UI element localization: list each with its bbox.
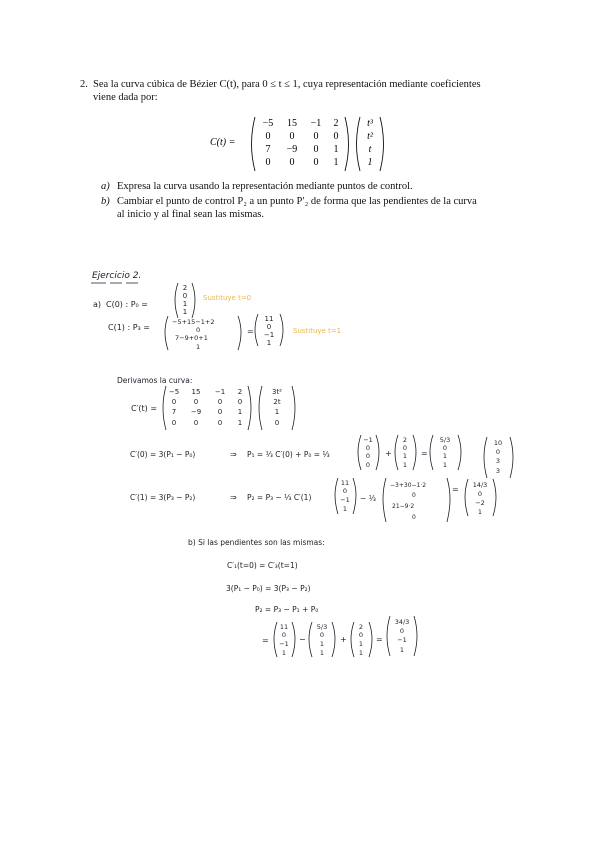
paren [335,478,338,514]
p1-vector-b [403,436,407,469]
matrix-cell: −1 [214,388,226,396]
paren [465,479,468,516]
equals-sign: = [247,327,254,336]
vector-cell: −1 [279,640,289,648]
matrix-cell: −5 [168,388,180,396]
vector-cell: 1 [196,343,201,351]
vector-cell: 11 [340,479,350,487]
paren [358,435,361,470]
equals-sign: = [421,449,428,458]
vector-cell: 0 [365,461,371,469]
minus-sign: − [299,635,306,644]
matrix-cell: 0 [289,131,295,142]
matrix-cell: 15 [191,388,201,396]
vector-cell: 10 [493,439,503,447]
matrix-cell: 2 [333,118,339,129]
vector-cell: 1 [402,452,408,460]
matrix-cell: 7 [171,408,177,416]
solution-heading: Ejercicio 2. [92,271,142,281]
vector-cell: −1 [363,436,373,444]
vector-cell: 0 [274,419,280,427]
vector-cell: 1 [477,508,483,516]
vector-cell: 5/3 [439,436,451,444]
matrix-cell: −1 [310,118,322,129]
paren [238,316,241,350]
part-b-equation-1: C′₁(t=0) = C′₃(t=1) [227,561,298,570]
derivative-vector [272,388,282,427]
matrix-cell: −5 [262,118,274,129]
plus-sign: + [385,449,392,458]
paren [369,622,372,657]
vector-cell: 0 [442,444,448,452]
vector-cell: 0 [358,631,364,639]
paren [248,386,251,430]
vector-cell: 1 [274,408,280,416]
vector-cell: 3 [495,457,501,465]
vector-cell: 0 [196,326,201,334]
paren [458,435,461,470]
vector-cell: 1 [358,649,364,657]
paren [376,435,379,470]
matrix-cell: 0 [333,131,339,142]
b-vector-p0 [359,623,363,657]
matrix-cell: 0 [217,419,223,427]
paren [163,386,166,430]
p1-equation-right: P₁ = ⅓ C′(0) + P₀ = ⅓ [247,450,330,459]
paren [259,386,262,430]
c0-expression: C(0) : P₀ = [106,300,148,309]
vector-cell: 1 [342,505,348,513]
item-b-text-line1: Cambiar el punto de control P₂ a un punto P′₂ de forma que las pendientes de la curva [117,196,477,207]
paren [292,622,295,657]
item-a-text: Expresa la curva usando la representación mediante puntos de control. [117,181,413,192]
vector-cell: 14/3 [472,481,488,489]
paren [351,622,354,657]
b-vector-p3 [279,623,289,657]
implies-arrow: ⇒ [230,450,237,459]
matrix-cell: −9 [190,408,202,416]
vector-cell: 0 [342,487,348,495]
matrix-cell: 0 [237,398,243,406]
c1-sum-vector [172,318,214,351]
paren [447,478,450,522]
matrix-cell: 7 [265,144,271,155]
vector-cell: t [368,144,372,155]
p1-vector-a [363,436,373,469]
vector-cell: 5/3 [316,623,328,631]
problem-intro-line2: viene dada por: [93,92,158,103]
vector-cell: −3+30−1·2 [390,482,427,489]
vector-cell: −1 [263,331,275,339]
vector-cell: 0 [182,292,188,300]
plus-sign: + [340,635,347,644]
vector-cell: 1 [266,339,272,347]
vector-cell: 2t [273,398,281,406]
matrix-cell: 0 [217,398,223,406]
paren [430,435,433,470]
paren [395,435,398,470]
matrix-cell: 0 [193,398,199,406]
derive-heading: Derivamos la curva: [117,376,193,385]
paren [510,437,513,478]
matrix-cell: 0 [171,398,177,406]
p2-vector-a [340,479,350,513]
matrix-cell: 0 [265,157,271,168]
vector-cell: 0 [281,631,287,639]
matrix-cell: 0 [265,131,271,142]
vector-cell: 11 [264,315,274,323]
vector-cell: 0 [477,490,483,498]
p1-vector-result [440,436,450,469]
p1-equation-left: C′(0) = 3(P₁ − P₀) [130,450,196,459]
matrix-cell: 1 [237,419,243,427]
vector-cell: −1 [340,496,350,504]
equals-sign: = [262,636,269,645]
vector-cell: 34/3 [394,618,410,626]
vector-cell: 1 [402,461,408,469]
vector-cell: 1 [367,157,373,168]
matrix-cell: 0 [313,144,319,155]
vector-cell: 1 [442,461,448,469]
part-b-heading: b) Si las pendientes son las mismas: [188,538,325,547]
vector-cell: 21−9·2 [392,503,415,510]
vector-cell: 0 [495,448,501,456]
matrix-cell: 0 [193,419,199,427]
paren [383,478,386,522]
matrix-cell: 1 [333,157,339,168]
vector-cell: 3 [495,467,501,475]
c1-expression: C(1) : P₃ = [108,323,150,332]
matrix-cell: 1 [333,144,339,155]
vector-cell: 1 [319,649,325,657]
p2-vector-b [390,482,426,521]
p3-vector [264,315,274,347]
vector-cell: 1 [319,640,325,648]
equation-lhs: C(t) = [210,137,236,148]
equals-sign: = [452,485,459,494]
derivative-matrix [169,388,242,427]
p2-equation-right: P₂ = P₃ − ⅓ C′(1) [247,493,312,502]
vector-cell: 0 [412,514,416,521]
vector-cell: 1 [182,300,188,308]
matrix-cell: 0 [171,419,177,427]
paren [175,283,178,318]
equals-sign: = [376,635,383,644]
matrix-cell: 0 [313,157,319,168]
vector-cell: 1 [358,640,364,648]
vector-cell: −1 [397,636,407,644]
matrix-cell: 0 [217,408,223,416]
paren [413,435,416,470]
item-a-label: a) [101,181,110,192]
b-vector-result [395,618,410,654]
matrix-cell: 0 [313,131,319,142]
item-b-text-line2: al inicio y al final sean las mismas. [117,209,264,220]
part-b-equation-3: P₂ = P₃ − P₁ + P₀ [255,605,319,614]
b-vector-p1 [317,623,327,657]
vector-cell: 1 [182,308,188,316]
matrix-cell: 0 [289,157,295,168]
item-b-label: b) [101,196,110,207]
note-sustituye-t1: Sustituye t=1 [293,327,342,335]
vector-cell: 11 [279,623,289,631]
matrix-cell: 15 [287,118,297,129]
vector-cell: 1 [399,646,405,654]
paren [255,314,258,346]
vector-cell: 0 [319,631,325,639]
paren [353,478,356,514]
problem-number: 2. [80,79,88,90]
p0-vector [183,284,187,316]
p2-vector-result [473,481,488,516]
paren [309,622,312,657]
matrix-cell: −9 [286,144,298,155]
p1-extra-vector [494,439,502,475]
vector-cell: −2 [475,499,485,507]
paren [414,616,417,656]
paren [165,316,168,350]
vector-cell: 1 [442,452,448,460]
part-b-equation-2: 3(P₁ − P₀) = 3(P₃ − P₂) [226,584,311,593]
vector-cell: 0 [266,323,272,331]
paren [274,622,277,657]
vector-cell: 2 [402,436,408,444]
vector-cell: 1 [281,649,287,657]
minus-third: − ⅓ [360,494,376,503]
paren [332,622,335,657]
vector-cell: 2 [358,623,364,631]
paren [387,616,390,656]
vector-cell: 0 [365,444,371,452]
paren [192,283,195,318]
matrix-cell: 2 [237,388,243,396]
paren [280,314,283,346]
vector-cell: t³ [367,118,373,129]
part-a-label: a) [93,300,102,309]
vector-cell: t² [367,131,373,142]
vector-cell: 7−9+0+1 [175,334,208,342]
vector-cell: 0 [412,492,416,499]
paren [493,479,496,516]
vector-cell: 3t² [271,388,283,396]
implies-arrow: ⇒ [230,493,237,502]
problem-intro-line1: Sea la curva cúbica de Bézier C(t), para 0 ≤ t ≤ 1, cuya representación mediante coeficientes [93,79,481,90]
vector-cell: −5+15−1+2 [172,318,215,326]
note-sustituye-t0: Sustituye t=0 [203,294,252,302]
paren [292,386,295,430]
matrix-cell: 1 [237,408,243,416]
derivative-lhs: C′(t) = [131,404,158,413]
vector-cell: 2 [182,284,188,292]
vector-cell: 0 [399,627,405,635]
vector-cell: 0 [365,452,371,460]
p2-equation-left: C′(1) = 3(P₃ − P₂) [130,493,196,502]
paren [484,437,487,478]
vector-cell: 0 [402,444,408,452]
